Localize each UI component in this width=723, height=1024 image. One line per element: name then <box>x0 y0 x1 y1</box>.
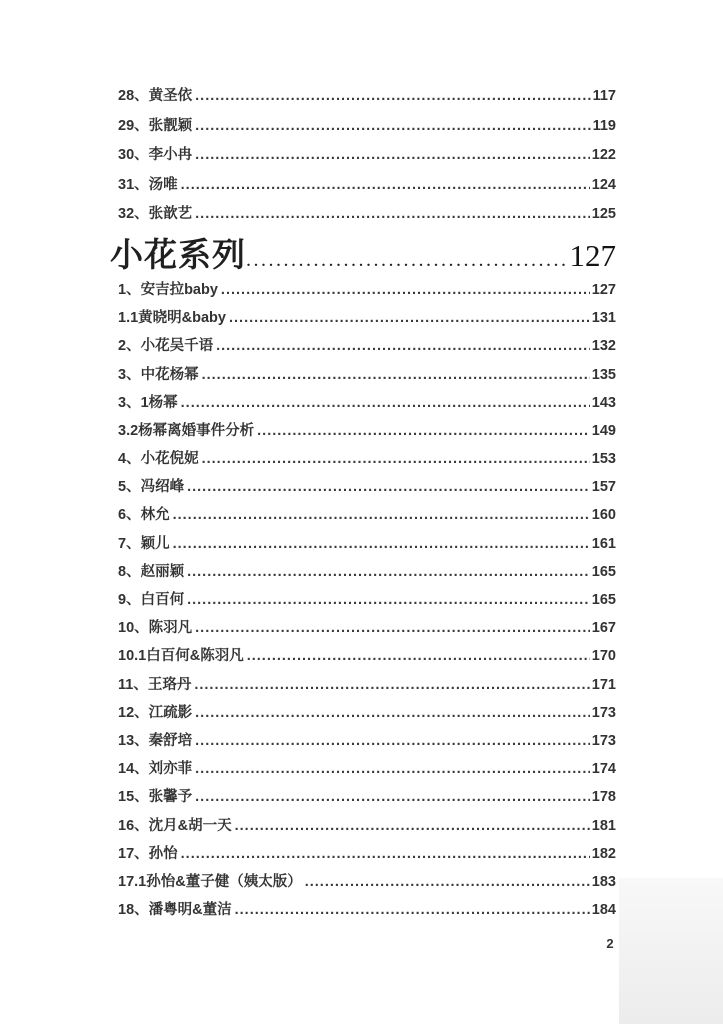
toc-entry-page-number: 178 <box>591 789 616 806</box>
leader-dots-icon <box>247 648 590 664</box>
toc-entry-page-number: 119 <box>592 117 616 134</box>
toc-entry-page-number: 117 <box>592 88 616 104</box>
toc-entry-label: 12、江疏影 <box>118 704 193 721</box>
toc-entry-row[interactable] <box>118 814 616 842</box>
background-shade <box>619 878 723 1024</box>
leader-dots-icon <box>229 310 590 326</box>
toc-entry-label: 29、张靓颖 <box>118 117 193 134</box>
toc-entry-page-number: 149 <box>591 422 616 439</box>
toc-entry-label: 28、黄圣依 <box>118 88 193 104</box>
toc-entry-page-number: 181 <box>591 817 616 834</box>
toc-entry-row[interactable] <box>118 84 616 114</box>
toc-entry-row[interactable] <box>118 391 616 419</box>
table-of-contents <box>110 84 616 926</box>
toc-entry-label: 7、颖儿 <box>118 535 170 552</box>
toc-entry-row[interactable] <box>118 616 616 644</box>
toc-entry-page-number: 183 <box>591 873 616 890</box>
toc-entry-label: 17.1孙怡&董子健（姨太版） <box>118 873 302 890</box>
toc-entry-row[interactable] <box>118 475 616 503</box>
toc-entry-label: 15、张馨予 <box>118 789 193 806</box>
leader-dots-icon <box>195 705 590 721</box>
toc-entry-page-number: 132 <box>591 338 616 355</box>
toc-entry-row[interactable] <box>118 898 616 926</box>
leader-dots-icon <box>246 249 569 272</box>
toc-entry-page-number: 173 <box>591 704 616 721</box>
leader-dots-icon <box>216 338 590 354</box>
toc-entry-row[interactable] <box>118 729 616 757</box>
toc-entry-label: 4、小花倪妮 <box>118 451 199 468</box>
toc-entry-page-number: 131 <box>591 310 616 327</box>
leader-dots-icon <box>187 564 590 580</box>
toc-entry-label: 32、张歆艺 <box>118 206 193 223</box>
leader-dots-icon <box>181 177 590 193</box>
toc-entry-page-number: 161 <box>591 535 616 552</box>
leader-dots-icon <box>181 846 590 862</box>
toc-entry-row[interactable] <box>118 757 616 785</box>
leader-dots-icon <box>181 395 590 411</box>
toc-entry-page-number: 160 <box>591 507 616 524</box>
leader-dots-icon <box>202 367 590 383</box>
leader-dots-icon <box>173 536 590 552</box>
leader-dots-icon <box>187 592 590 608</box>
toc-entry-label: 1.1黄晓明&baby <box>118 310 226 327</box>
leader-dots-icon <box>195 620 590 636</box>
leader-dots-icon <box>195 147 590 163</box>
toc-entry-page-number: 127 <box>591 281 616 298</box>
toc-entry-label: 14、刘亦菲 <box>118 761 193 778</box>
toc-entry-page-number: 153 <box>591 451 616 468</box>
leader-dots-icon <box>195 761 590 777</box>
toc-entry-label: 3.2杨幂离婚事件分析 <box>118 422 255 439</box>
leader-dots-icon <box>195 118 590 134</box>
leader-dots-icon <box>202 451 590 467</box>
toc-entry-page-number: 125 <box>591 206 616 223</box>
toc-entry-label: 6、林允 <box>118 507 170 524</box>
toc-entry-label: 17、孙怡 <box>118 845 178 862</box>
toc-entry-label: 31、汤唯 <box>118 176 178 193</box>
toc-entry-page-number: 165 <box>591 592 616 609</box>
toc-entry-row[interactable] <box>118 447 616 475</box>
toc-entry-page-number: 157 <box>591 479 616 496</box>
toc-entry-row[interactable] <box>118 870 616 898</box>
toc-entry-label: 5、冯绍峰 <box>118 479 185 496</box>
toc-entry-label: 8、赵丽颖 <box>118 563 185 580</box>
toc-entry-row[interactable] <box>118 785 616 813</box>
toc-entry-page-number: 184 <box>591 902 616 919</box>
toc-section-page-number: 127 <box>569 237 616 273</box>
page-number: 2 <box>606 936 614 951</box>
toc-entry-label: 13、秦舒培 <box>118 732 193 749</box>
toc-entry-label: 9、白百何 <box>118 592 185 609</box>
toc-entry-page-number: 135 <box>591 366 616 383</box>
toc-entry-row[interactable] <box>118 202 616 232</box>
toc-entry-row[interactable] <box>118 532 616 560</box>
toc-entry-page-number: 182 <box>591 845 616 862</box>
toc-entry-page-number: 170 <box>591 648 616 665</box>
leader-dots-icon <box>235 818 590 834</box>
toc-entry-row[interactable] <box>118 673 616 701</box>
toc-entry-page-number: 165 <box>591 563 616 580</box>
toc-entry-page-number: 174 <box>591 761 616 778</box>
toc-section-title: 小花系列 <box>110 235 246 273</box>
toc-entry-row[interactable] <box>118 278 616 306</box>
leader-dots-icon <box>195 789 590 805</box>
toc-entry-label: 3、中花杨幂 <box>118 366 199 383</box>
toc-entry-row[interactable] <box>118 306 616 334</box>
toc-entry-row[interactable] <box>118 701 616 729</box>
toc-entry-page-number: 122 <box>591 147 616 164</box>
leader-dots-icon <box>305 874 590 890</box>
leader-dots-icon <box>257 423 590 439</box>
toc-entry-row[interactable] <box>118 588 616 616</box>
toc-entry-row[interactable] <box>118 363 616 391</box>
leader-dots-icon <box>194 677 589 693</box>
leader-dots-icon <box>195 206 590 222</box>
toc-entry-label: 2、小花吴千语 <box>118 338 214 355</box>
toc-entry-page-number: 171 <box>591 676 616 693</box>
toc-entry-page-number: 124 <box>591 176 616 193</box>
toc-entry-label: 10、陈羽凡 <box>118 620 193 637</box>
toc-entry-page-number: 167 <box>591 620 616 637</box>
toc-entry-label: 18、潘粤明&董洁 <box>118 902 232 919</box>
toc-entry-row[interactable] <box>118 842 616 870</box>
toc-entry-row[interactable] <box>118 644 616 672</box>
toc-entry-row[interactable] <box>118 334 616 362</box>
toc-entry-row[interactable] <box>118 143 616 173</box>
toc-entry-row[interactable] <box>118 173 616 203</box>
toc-entry-row[interactable] <box>118 419 616 447</box>
toc-entry-page-number: 143 <box>591 394 616 411</box>
toc-entry-row[interactable] <box>118 560 616 588</box>
toc-entry-page-number: 173 <box>591 732 616 749</box>
toc-pre-section-list <box>118 84 616 232</box>
toc-entry-label: 1、安吉拉baby <box>118 281 218 298</box>
leader-dots-icon <box>195 733 590 749</box>
leader-dots-icon <box>221 282 590 298</box>
toc-entry-row[interactable] <box>118 503 616 531</box>
leader-dots-icon <box>235 902 590 918</box>
toc-entry-label: 10.1白百何&陈羽凡 <box>118 648 244 665</box>
leader-dots-icon <box>195 88 590 104</box>
leader-dots-icon <box>187 479 590 495</box>
toc-entry-row[interactable] <box>118 114 616 144</box>
toc-entry-label: 30、李小冉 <box>118 147 193 164</box>
toc-section-list <box>118 278 616 926</box>
toc-entry-label: 11、王珞丹 <box>118 676 192 693</box>
toc-section-heading-row[interactable] <box>110 232 616 278</box>
toc-entry-label: 3、1杨幂 <box>118 394 178 411</box>
leader-dots-icon <box>173 507 590 523</box>
toc-entry-label: 16、沈月&胡一天 <box>118 817 232 834</box>
